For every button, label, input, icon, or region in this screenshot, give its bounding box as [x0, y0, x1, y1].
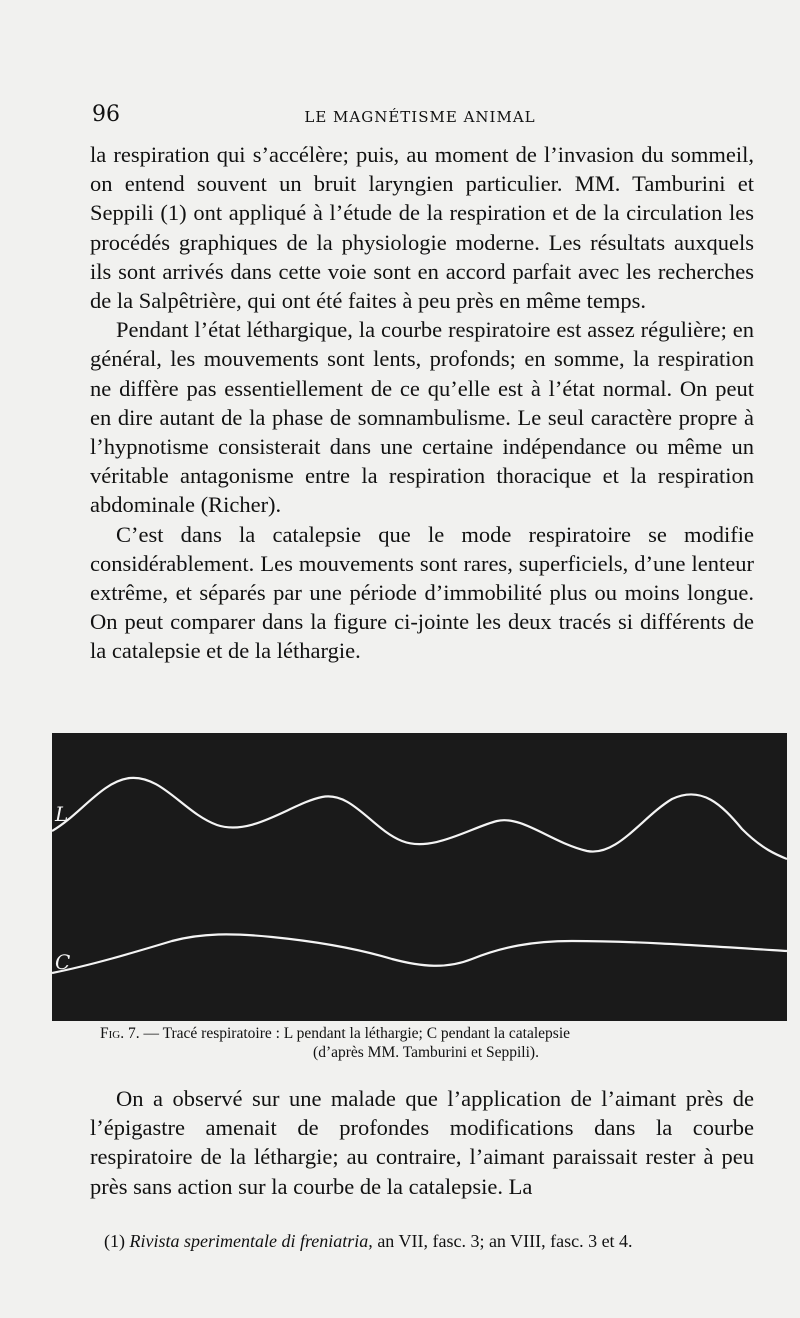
running-title: LE MAGNÉTISME ANIMAL — [304, 108, 536, 126]
footnote-reference: an VII, fasc. 3; an VIII, fasc. 3 et 4. — [372, 1231, 633, 1251]
paragraph-3: C’est dans la catalepsie que le mode respiratoire se modifie considérablement. Les mouvements sont rares, superficiels, d’une lenteur extrême, et séparés par une période d’immobilité plus ou moins longue. On peut comparer dans la figure ci-jointe les deux tracés si différents de la catalepsie et de la léthargie. — [90, 521, 754, 664]
caption-line-2: (d’après MM. Tamburini et Seppili). — [313, 1044, 539, 1061]
trace-lethargy — [52, 778, 787, 859]
page-header — [90, 98, 750, 134]
main-text — [90, 140, 754, 666]
paragraph-2: Pendant l’état léthargique, la courbe respiratoire est assez régulière; en général, les mouvements sont lents, profonds; en somme, la respiration ne diffère pas essentiellement de ce qu’elle est à l’état normal. On peut en dire autant de la phase de somnambulisme. Le seul caractère propre à l’hypnotisme consisterait dans une certaine indépendance ou même un véritable antagonisme entre la respiration thoracique et la respiration abdominale (Richer). — [90, 317, 754, 518]
figure-caption — [100, 1024, 752, 1062]
trace-label-l: L — [55, 802, 69, 826]
paragraph-4: On a observé sur une malade que l’application de l’aimant près de l’épigastre amenait de profondes modifications dans la courbe respiratoire de la léthargie; au contraire, l’aimant paraissait rester à peu près sans action sur la courbe de la catalepsie. La — [90, 1086, 754, 1199]
continued-text — [90, 1084, 754, 1201]
footnote — [104, 1230, 754, 1252]
figure-label: Fig. 7. — [100, 1025, 140, 1042]
caption-line-1 — [100, 1024, 752, 1043]
page-number: 96 — [92, 102, 120, 127]
footnote-journal-title: Rivista sperimentale di freniatria, — [129, 1231, 373, 1251]
paragraph-1: la respiration qui s’accélère; puis, au moment de l’invasion du sommeil, on entend souvent un bruit laryngien particulier. MM. Tamburini et Seppili (1) ont appliqué à l’étude de la respiration et de la circulation les procédés graphiques de la physiologie moderne. Les résultats auxquels ils sont arrivés dans cette voie sont en accord parfait avec les recherches de la Salpêtrière, qui ont été faites à peu près en même temps. — [90, 142, 754, 314]
footnote-marker: (1) — [104, 1231, 130, 1251]
trace-plot — [52, 733, 787, 1021]
trace-catalepsy — [52, 934, 787, 973]
caption-text-1: — Tracé respiratoire : L pendant la léthargie; C pendant la catalepsie — [139, 1025, 571, 1042]
trace-label-c: C — [55, 950, 71, 974]
respiratory-trace-figure — [52, 733, 787, 1021]
